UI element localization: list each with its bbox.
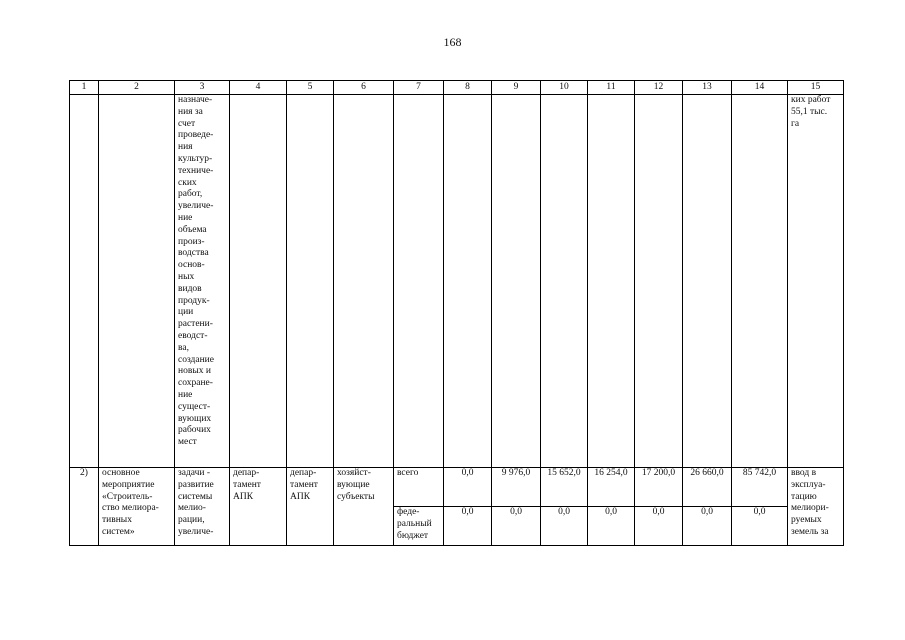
row-number-cell: 2) <box>70 468 99 546</box>
text-line: мест <box>178 437 197 448</box>
text-line: увеличе- <box>178 201 214 212</box>
header-cell: 9 <box>492 81 541 95</box>
text-line: ние <box>178 389 193 400</box>
text-line: депар- <box>233 468 260 478</box>
empty-cell <box>334 95 394 468</box>
tasks-continuation-cell <box>175 95 230 468</box>
table-row <box>70 468 844 507</box>
text-line: водства <box>178 248 209 259</box>
result-continuation-cell <box>788 95 844 468</box>
text-line: создание <box>178 354 214 365</box>
text-line: га <box>791 118 800 129</box>
empty-cell <box>99 95 175 468</box>
text-line: руемых <box>791 515 822 526</box>
text-line: хозяйст- <box>337 468 371 478</box>
text-line: видов <box>178 283 202 294</box>
text-line: «Строитель- <box>102 491 153 502</box>
funding-source-federal-cell <box>394 507 444 546</box>
coexecutor-cell <box>287 468 334 546</box>
continuation-row <box>70 95 844 468</box>
text-line: произ- <box>178 236 205 247</box>
text-line: ния за <box>178 106 203 117</box>
text-line: сохране- <box>178 378 213 389</box>
empty-cell <box>287 95 334 468</box>
text-line: рации, <box>178 515 205 526</box>
event-name-cell <box>99 468 175 546</box>
text-line: АПК <box>290 491 311 502</box>
value-cell: 17 200,0 <box>635 468 683 507</box>
participants-cell <box>334 468 394 546</box>
text-line: ральный <box>397 518 432 529</box>
header-cell: 4 <box>230 81 287 95</box>
funding-source-total-cell: всего <box>394 468 444 507</box>
value-cell: 0,0 <box>444 468 492 507</box>
empty-cell <box>70 95 99 468</box>
value-cell: 15 652,0 <box>541 468 588 507</box>
text-line: увеличе- <box>178 526 214 537</box>
text-line: вующие <box>337 479 370 490</box>
text-line: развитие <box>178 479 214 490</box>
text-line: культур- <box>178 153 213 164</box>
header-row <box>70 81 844 95</box>
text-line: эксплуа- <box>791 479 826 490</box>
header-cell: 13 <box>683 81 732 95</box>
header-cell: 11 <box>588 81 635 95</box>
text-line: мероприятие <box>102 479 155 490</box>
text-line: бюджет <box>397 530 429 541</box>
text-line: основное <box>102 468 140 478</box>
text-line: систем» <box>102 526 135 537</box>
value-cell: 0,0 <box>492 507 541 546</box>
text-line: работ, <box>178 189 203 200</box>
text-line: вующих <box>178 413 212 424</box>
text-line: ских <box>178 177 197 188</box>
text-line: ких работ <box>791 95 831 105</box>
text-line: системы <box>178 491 213 502</box>
text-line: тамент <box>290 479 318 490</box>
value-cell: 26 660,0 <box>683 468 732 507</box>
value-cell: 0,0 <box>444 507 492 546</box>
page-number: 168 <box>443 35 462 49</box>
text-line: основ- <box>178 260 205 271</box>
value-cell: 0,0 <box>732 507 788 546</box>
text-line: ство мелиора- <box>102 503 159 514</box>
text-line: мелиори- <box>791 503 829 514</box>
text-line: ции <box>178 307 194 318</box>
value-cell: 85 742,0 <box>732 468 788 507</box>
text-line: тацию <box>791 491 817 502</box>
value-cell: 16 254,0 <box>588 468 635 507</box>
text-line: техниче- <box>178 165 214 176</box>
text-line: проведе- <box>178 130 214 141</box>
header-cell: 1 <box>70 81 99 95</box>
text-line: ных <box>178 271 195 282</box>
header-cell: 3 <box>175 81 230 95</box>
empty-cell <box>444 95 492 468</box>
text-line: задачи - <box>178 468 211 478</box>
text-line: счет <box>178 118 196 129</box>
program-table <box>69 80 844 546</box>
text-line: депар- <box>290 468 317 478</box>
header-cell: 14 <box>732 81 788 95</box>
text-line: мелио- <box>178 503 206 514</box>
empty-cell <box>230 95 287 468</box>
text-line: ва, <box>178 342 189 353</box>
tasks-cell <box>175 468 230 546</box>
text-line: объема <box>178 224 207 235</box>
header-cell: 12 <box>635 81 683 95</box>
header-cell: 8 <box>444 81 492 95</box>
text-line: растени- <box>178 319 213 330</box>
header-cell: 2 <box>99 81 175 95</box>
empty-cell <box>683 95 732 468</box>
text-line: АПК <box>233 491 254 502</box>
executor-cell <box>230 468 287 546</box>
empty-cell <box>732 95 788 468</box>
header-cell: 6 <box>334 81 394 95</box>
text-line: ние <box>178 212 193 223</box>
header-cell: 7 <box>394 81 444 95</box>
header-cell: 15 <box>788 81 844 95</box>
header-cell: 10 <box>541 81 588 95</box>
text-line: еводст- <box>178 330 208 341</box>
value-cell: 0,0 <box>683 507 732 546</box>
text-line: продук- <box>178 295 210 306</box>
value-cell: 0,0 <box>541 507 588 546</box>
value-cell: 0,0 <box>588 507 635 546</box>
text-line: субъекты <box>337 491 375 502</box>
text-line: сущест- <box>178 401 211 412</box>
text-line: новых и <box>178 366 211 377</box>
text-line: тивных <box>102 515 132 526</box>
result-cell <box>788 468 844 546</box>
text-line: ния <box>178 142 193 153</box>
text-line: земель за <box>791 526 829 537</box>
text-line: рабочих <box>178 425 211 436</box>
header-cell: 5 <box>287 81 334 95</box>
empty-cell <box>541 95 588 468</box>
text-line: 55,1 тыс. <box>791 106 828 117</box>
empty-cell <box>492 95 541 468</box>
value-cell: 9 976,0 <box>492 468 541 507</box>
value-cell: 0,0 <box>635 507 683 546</box>
text-line: тамент <box>233 479 261 490</box>
text-line: ввод в <box>791 468 817 478</box>
text-line: феде- <box>397 507 420 517</box>
empty-cell <box>588 95 635 468</box>
empty-cell <box>635 95 683 468</box>
text-line: назначе- <box>178 95 213 105</box>
empty-cell <box>394 95 444 468</box>
